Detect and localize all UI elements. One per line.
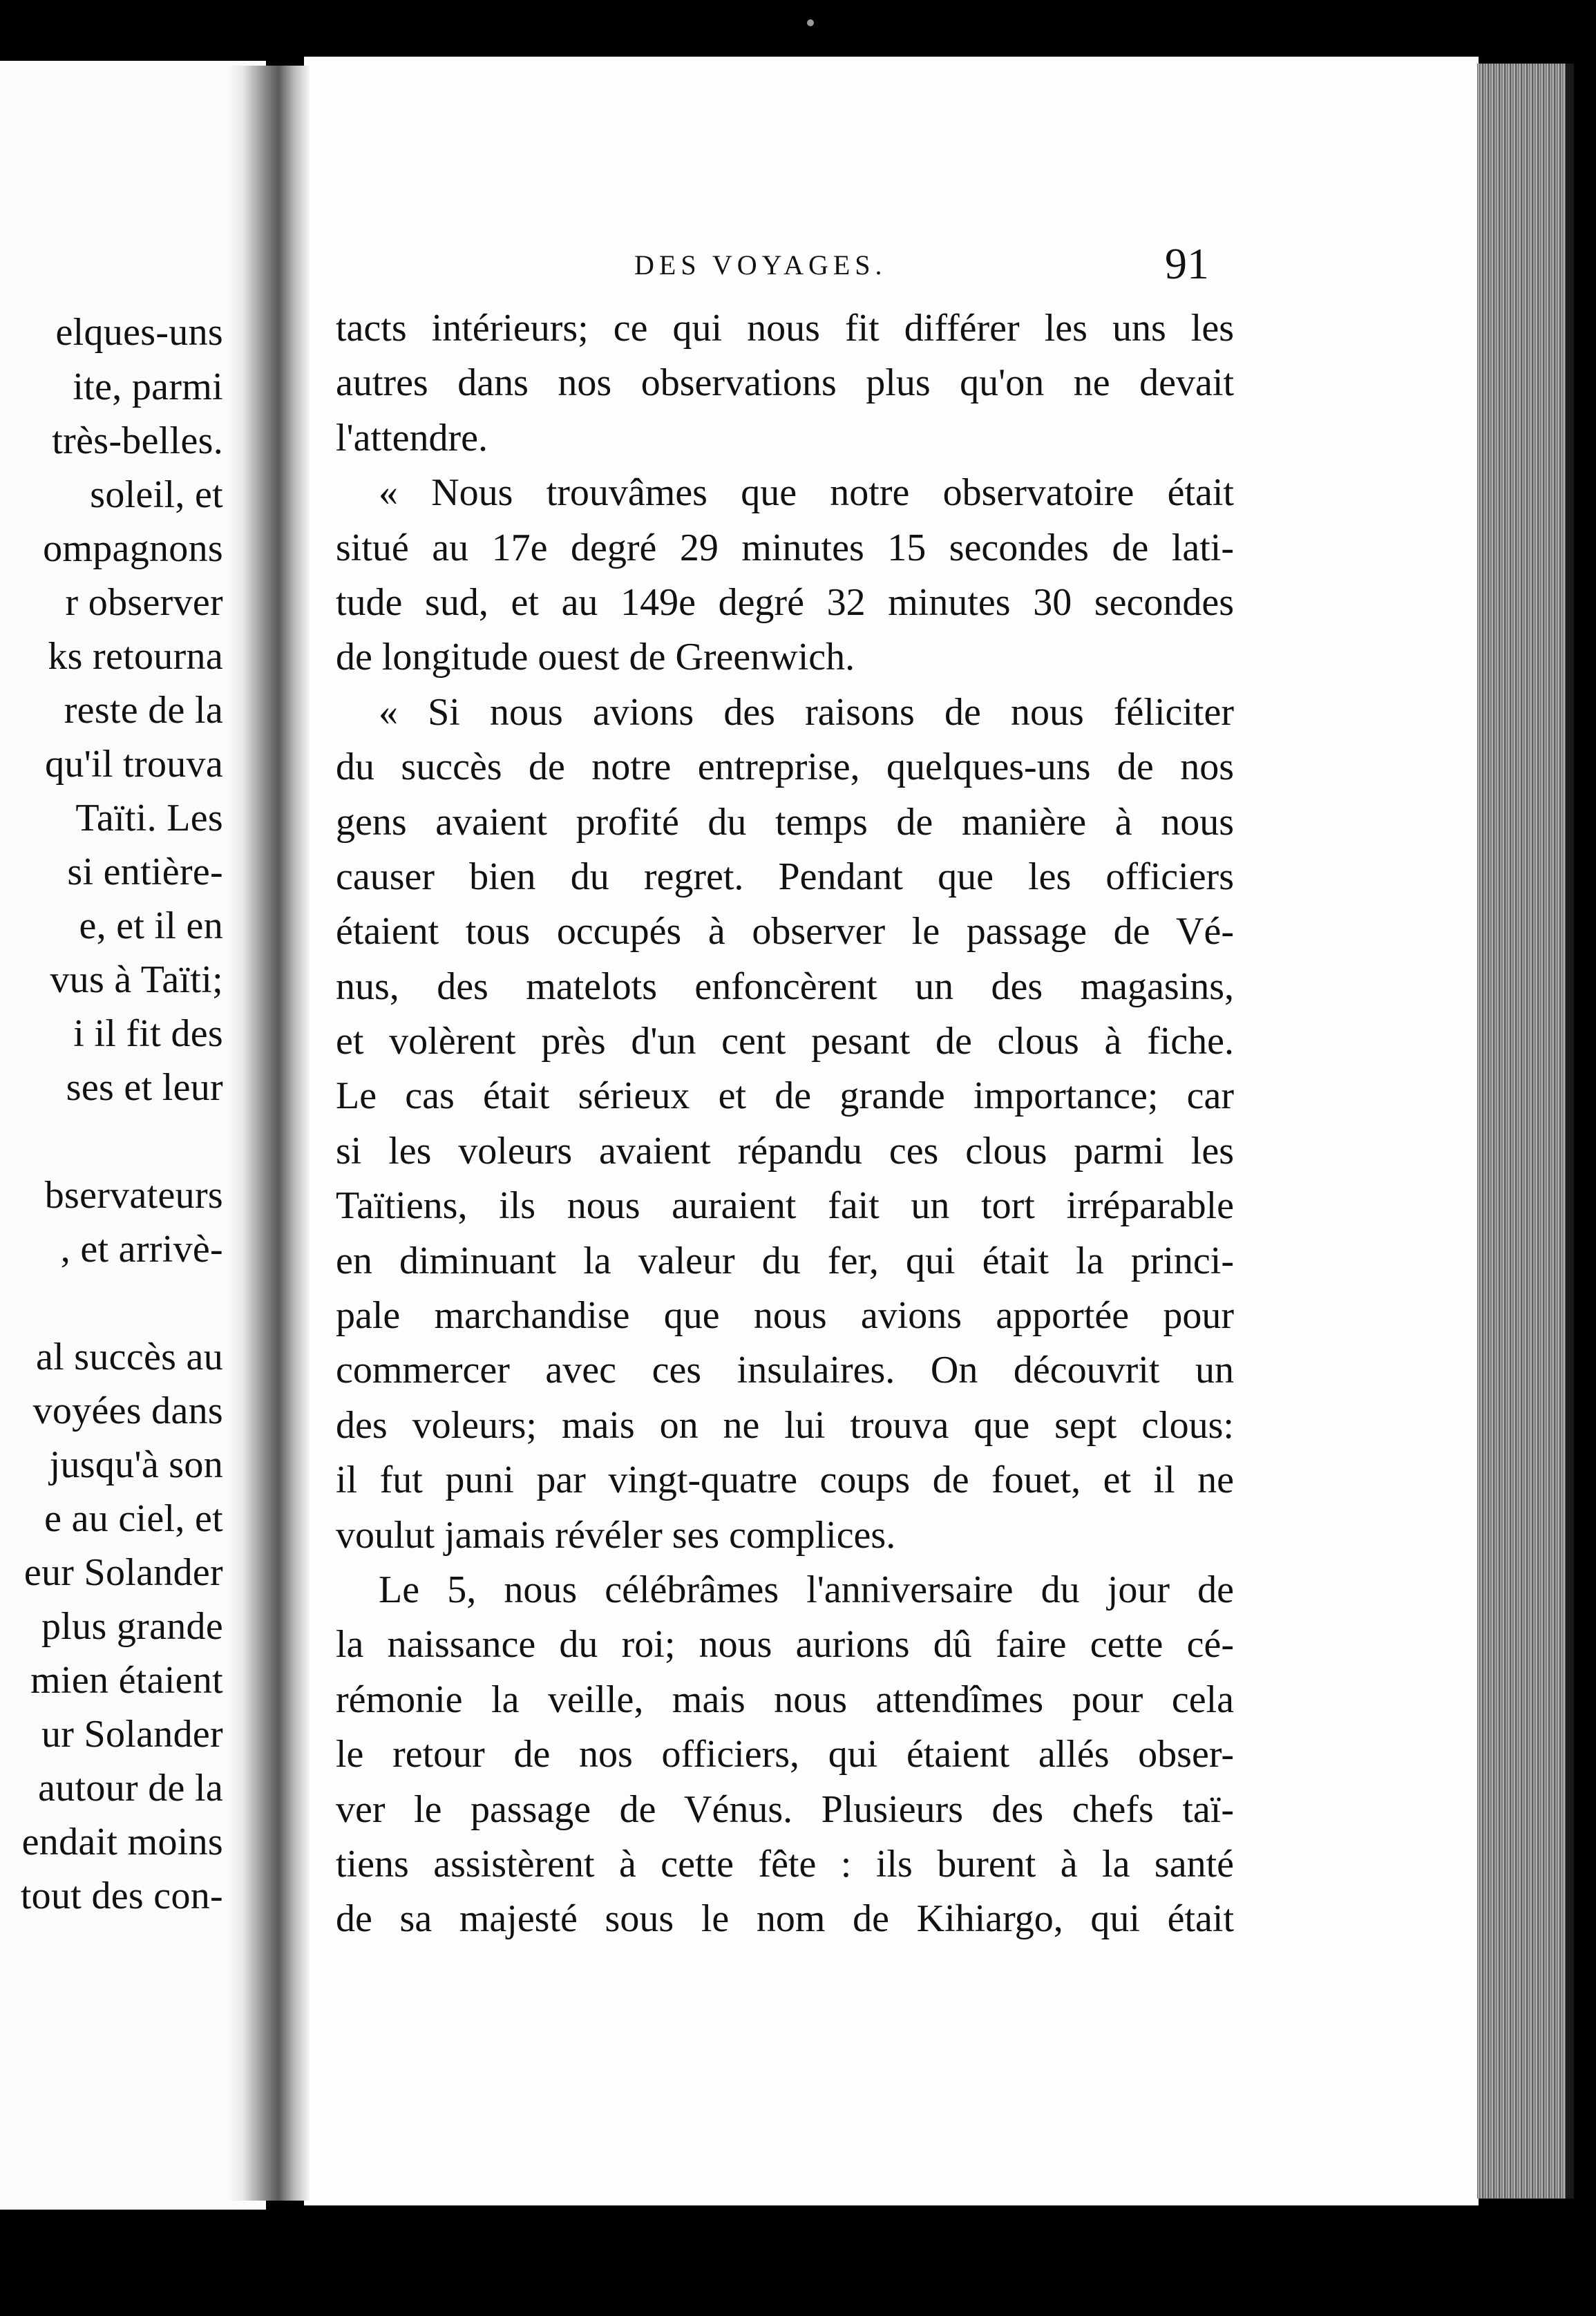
- text-line: voulut jamais révéler ses complices.: [336, 1513, 896, 1557]
- left-page-line: mien étaient: [30, 1659, 223, 1702]
- text-line: Taïtiens, ils nous auraient fait un tort irréparable: [336, 1184, 1234, 1228]
- left-page-line: i il fit des: [73, 1012, 223, 1055]
- left-page-line: plus grande: [41, 1605, 223, 1648]
- text-line: gens avaient profité du temps de manière à nous: [336, 800, 1234, 844]
- text-line: « Nous trouvâmes que notre observatoire était: [379, 471, 1234, 515]
- text-line: commercer avec ces insulaires. On découvrit un: [336, 1349, 1234, 1392]
- text-line: « Si nous avions des raisons de nous féliciter: [379, 690, 1234, 734]
- text-line: ver le passage de Vénus. Plusieurs des chefs taï-: [336, 1787, 1234, 1831]
- left-facing-page: [0, 61, 266, 2210]
- text-line: tacts intérieurs; ce qui nous fit différer les uns les: [336, 307, 1234, 350]
- left-page-line: voyées dans: [32, 1389, 223, 1432]
- left-page-line: reste de la: [64, 689, 223, 732]
- text-line: du succès de notre entreprise, quelques-uns de nos: [336, 746, 1234, 789]
- left-page-line: tout des con-: [20, 1874, 223, 1917]
- left-page-line: qu'il trouva: [45, 743, 223, 786]
- left-page-line: elques-uns: [55, 311, 223, 354]
- text-line: il fut puni par vingt-quatre coups de fouet, et il ne: [336, 1459, 1234, 1502]
- left-page-line: e au ciel, et: [44, 1497, 223, 1540]
- text-line: pale marchandise que nous avions apportée pour: [336, 1294, 1234, 1338]
- left-page-line: ompagnons: [43, 527, 223, 570]
- left-page-line: Taïti. Les: [75, 797, 223, 839]
- text-line: en diminuant la valeur du fer, qui était la princi-: [336, 1239, 1234, 1282]
- text-line: et volèrent près d'un cent pesant de clous à fiche.: [336, 1020, 1234, 1063]
- text-line: tude sud, et au 149e degré 32 minutes 30 secondes: [336, 580, 1234, 624]
- left-page-line: ur Solander: [41, 1713, 223, 1756]
- text-line: l'attendre.: [336, 416, 488, 459]
- left-page-line: bservateurs: [44, 1174, 223, 1217]
- left-page-line: vus à Taïti;: [50, 958, 223, 1001]
- text-line: de longitude ouest de Greenwich.: [336, 636, 855, 679]
- left-page-line: si entière-: [67, 851, 223, 893]
- left-page-line: ks retourna: [48, 635, 223, 678]
- left-page-line: endait moins: [21, 1821, 223, 1863]
- left-page-line: jusqu'à son: [49, 1443, 223, 1486]
- left-page-line: , et arrivè-: [60, 1228, 223, 1271]
- left-page-line: ses et leur: [66, 1066, 223, 1109]
- page-edges: [1477, 64, 1566, 2199]
- text-line: de sa majesté sous le nom de Kihiargo, qui était: [336, 1897, 1234, 1941]
- text-line: si les voleurs avaient répandu ces clous parmi les: [336, 1129, 1234, 1173]
- text-line: des voleurs; mais on ne lui trouva que sept clous:: [336, 1403, 1234, 1447]
- book-gutter: [228, 66, 310, 2201]
- left-page-line: eur Solander: [23, 1551, 223, 1594]
- text-line: causer bien du regret. Pendant que les officiers: [336, 855, 1234, 898]
- left-page-line: autour de la: [38, 1767, 223, 1810]
- text-line: Le cas était sérieux et de grande importance; car: [336, 1074, 1234, 1118]
- left-page-line: très-belles.: [52, 419, 223, 462]
- left-page-line: r observer: [65, 581, 223, 624]
- body-text: [336, 301, 1234, 1947]
- text-line: étaient tous occupés à observer le passage de Vé-: [336, 910, 1234, 953]
- page-number: 91: [1165, 239, 1209, 288]
- text-line: rémonie la veille, mais nous attendîmes pour cela: [336, 1678, 1234, 1721]
- text-line: autres dans nos observations plus qu'on ne devait: [336, 361, 1234, 405]
- text-line: tiens assistèrent à cette fête : ils burent à la santé: [336, 1842, 1234, 1886]
- text-line: Le 5, nous célébrâmes l'anniversaire du jour de: [379, 1568, 1234, 1611]
- running-header: DES VOYAGES.: [634, 249, 887, 281]
- text-line: le retour de nos officiers, qui étaient allés obser-: [336, 1733, 1234, 1776]
- speck: [807, 19, 814, 26]
- left-page-line: soleil, et: [90, 473, 223, 516]
- text-line: nus, des matelots enfoncèrent un des magasins,: [336, 965, 1234, 1008]
- text-line: situé au 17e degré 29 minutes 15 secondes de lati-: [336, 526, 1234, 569]
- left-page-line: ite, parmi: [73, 366, 223, 408]
- text-line: la naissance du roi; nous aurions dû faire cette cé-: [336, 1623, 1234, 1667]
- edge-shadow: [1566, 64, 1574, 2199]
- left-page-line: al succès au: [35, 1336, 223, 1378]
- left-page-line: e, et il en: [79, 904, 223, 947]
